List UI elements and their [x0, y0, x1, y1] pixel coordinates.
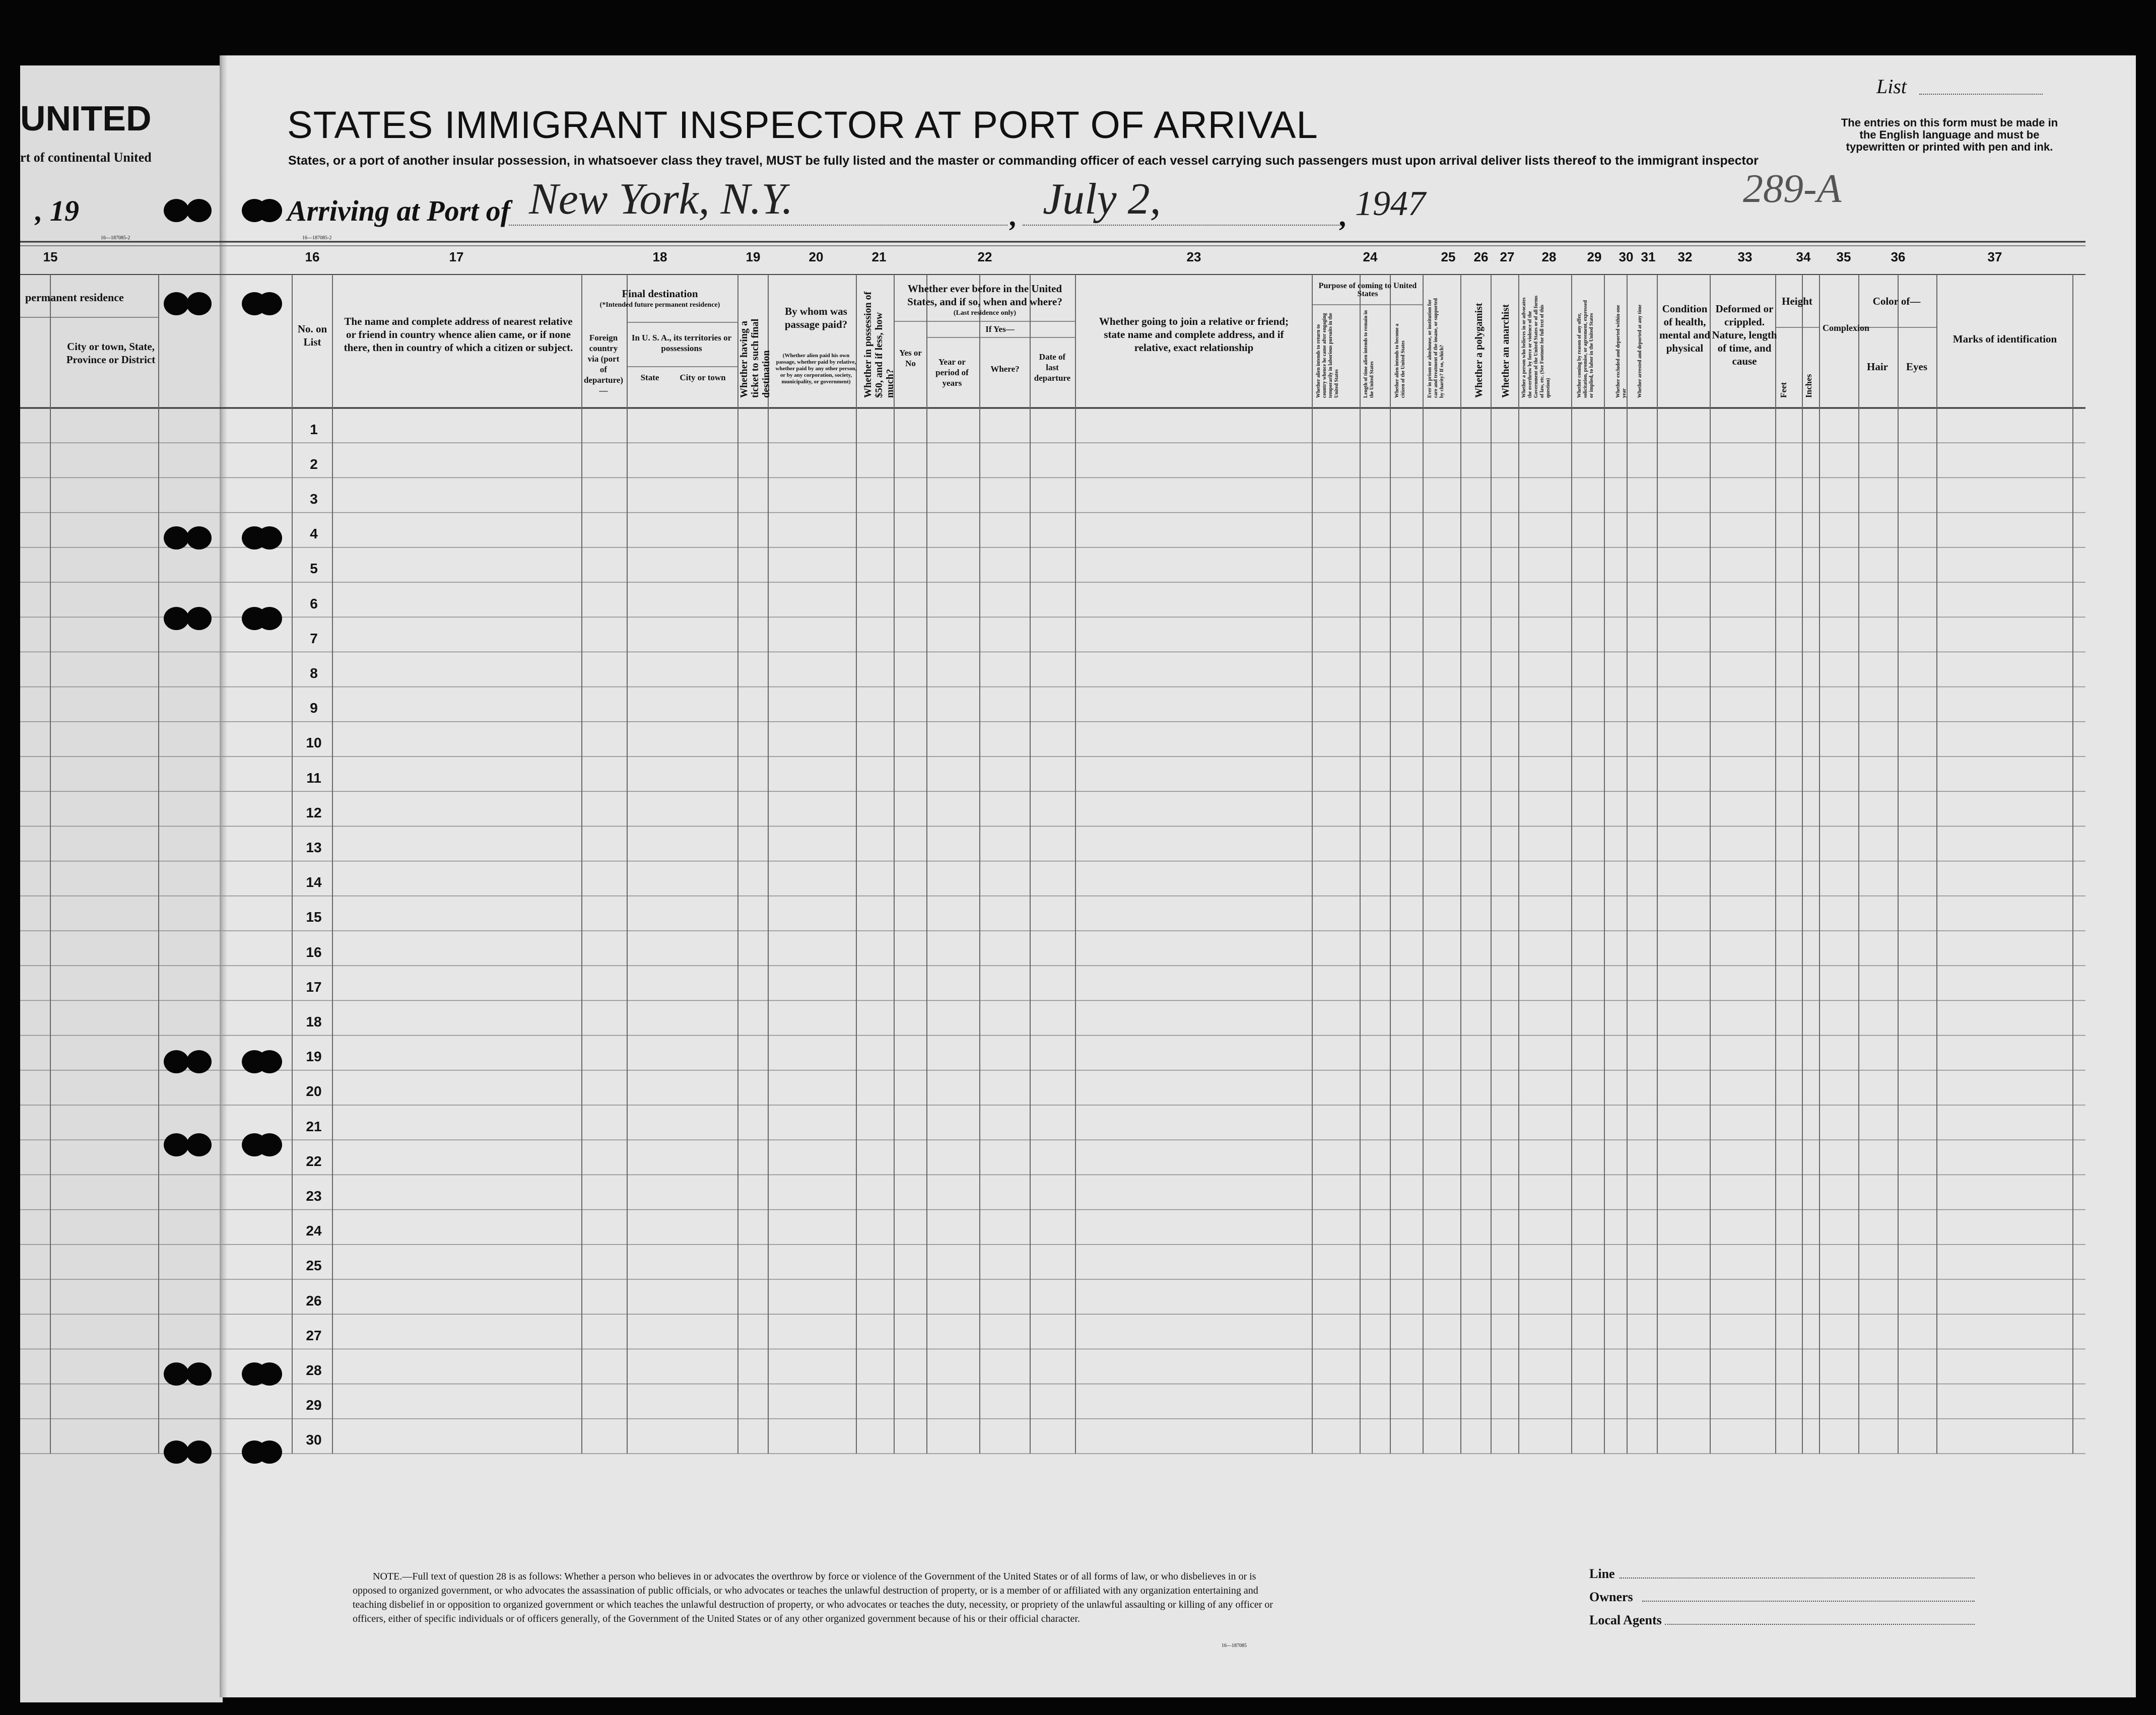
- line-label: Line: [1589, 1566, 1615, 1581]
- footnote-question-28: NOTE.—Full text of question 28 is as follows: Whether a person who believes in or advocates the overthrow by force or violence of the Government of the United States or of all forms of law, or who disbelieves in or is opposed to organized government, or who advocates the assassination of public officials, or who advocates or teaches the unlawful destruction of property, or is a member of or affiliated with any organization entertaining and teaching disbelief in or opposition to organized government or which teaches the unlawful destruction of property, or who advocates or teaches the duty, necessity, or propriety of the unlawful assaulting or killing of any officer or officers, either of specific individuals or of officers generally, of the Government of the United States or of any other organized government because of his or their official character.: [353, 1571, 1273, 1624]
- column-15-title: permanent residence: [25, 291, 124, 304]
- punch-hole: [164, 292, 189, 315]
- punch-hole: [164, 1362, 189, 1386]
- row-number: 20: [306, 1083, 322, 1100]
- row-number: 6: [310, 595, 318, 611]
- column-22-label: Whether ever before in the United States, and if so, when and where?: [907, 283, 1062, 308]
- punch-hole: [186, 1050, 212, 1073]
- column-18-state: State: [640, 373, 659, 382]
- column-number-35: 35: [1836, 249, 1851, 264]
- line-field: [1620, 1577, 1975, 1579]
- column-36-label: Color of—: [1872, 295, 1921, 307]
- row-number: 7: [310, 630, 318, 646]
- row-number: 17: [306, 979, 322, 995]
- column-36-eyes: Eyes: [1906, 361, 1927, 373]
- row-number: 18: [306, 1014, 322, 1030]
- row-number: 27: [306, 1327, 322, 1343]
- column-number-20: 20: [809, 249, 824, 264]
- punch-hole: [257, 292, 282, 315]
- punch-hole: [164, 1133, 189, 1156]
- column-22-note: (Last residence only): [953, 309, 1017, 317]
- column-22-where: Where?: [990, 364, 1020, 374]
- punch-hole: [164, 607, 189, 630]
- column-21-label: Whether in possession of $50, and if less, how much?: [862, 291, 896, 398]
- column-27-label: Whether an anarchist: [1500, 304, 1511, 398]
- column-29-label: Whether coming by reason of any offer, solicitation, promise, or agreement, expressed or implied, to labor in the United States: [1577, 300, 1594, 398]
- column-26-label: Whether a polygamist: [1473, 303, 1485, 398]
- form-subtitle: States, or a port of another insular possession, in whatsoever class they travel, MUST be fully listed and the master or commanding officer of each vessel carrying such passengers must upon arrival deliver lists thereof to the immigrant inspector: [288, 154, 1759, 168]
- column-34-feet: Feet: [1779, 382, 1788, 398]
- punch-hole: [186, 1440, 212, 1464]
- column-22-yesno: Yes or No: [899, 348, 922, 368]
- left-date-fragment: , 19: [35, 194, 79, 227]
- column-30-label: Whether excluded and deported within one year: [1615, 305, 1627, 398]
- comma-1: ,: [1010, 199, 1018, 232]
- column-number-23: 23: [1186, 249, 1201, 264]
- row-number: 14: [306, 874, 322, 890]
- column-number-19: 19: [746, 249, 761, 264]
- column-number-17: 17: [449, 249, 464, 264]
- column-number-24: 24: [1363, 249, 1378, 264]
- list-label: List: [1876, 75, 1907, 98]
- punch-hole: [186, 199, 212, 222]
- row-number: 16: [306, 944, 322, 960]
- year-handwritten: 1947: [1355, 184, 1426, 223]
- punch-hole: [257, 199, 282, 222]
- column-20-label: By whom was passage paid?: [784, 305, 848, 330]
- column-18-foreign: Foreign country via (port of departure)—: [583, 333, 624, 395]
- row-number: 29: [306, 1397, 322, 1413]
- column-18-city: City or town: [680, 373, 726, 382]
- port-handwritten: New York, N.Y.: [529, 175, 793, 224]
- port-line: [509, 225, 1007, 226]
- owners-field: [1642, 1601, 1975, 1602]
- row-number: 28: [306, 1362, 322, 1378]
- column-35-label: Complexion: [1823, 323, 1870, 333]
- comma-2: ,: [1340, 199, 1348, 232]
- local-agents-field: [1665, 1624, 1975, 1625]
- row-number: 30: [306, 1432, 322, 1448]
- column-34-label: Height: [1782, 295, 1812, 307]
- column-number-34: 34: [1796, 249, 1811, 264]
- column-number-32: 32: [1677, 249, 1693, 264]
- column-22-period: Year or period of years: [935, 357, 969, 388]
- column-number-25: 25: [1441, 249, 1456, 264]
- row-number: 22: [306, 1153, 322, 1169]
- column-22-ifyes: If Yes—: [985, 324, 1015, 334]
- punch-hole: [164, 1440, 189, 1464]
- left-header-fragment: UNITED: [20, 99, 152, 138]
- row-number: 11: [306, 770, 321, 786]
- column-37-label: Marks of identification: [1952, 333, 2057, 345]
- column-32-label: Condition of health, mental and physical: [1659, 303, 1710, 354]
- column-number-21: 21: [871, 249, 887, 264]
- column-18-label: Final destination: [622, 288, 698, 300]
- column-number-15: 15: [43, 249, 58, 264]
- column-18-usa: In U. S. A., its territories or possessions: [631, 333, 732, 353]
- column-19-label: Whether having a ticket to such final destination: [738, 318, 772, 398]
- punch-hole: [257, 1050, 282, 1073]
- row-number: 19: [306, 1049, 322, 1065]
- column-number-22: 22: [977, 249, 992, 264]
- form-code: 16—187085-2: [302, 235, 332, 241]
- punch-hole: [257, 526, 282, 550]
- punch-hole: [257, 607, 282, 630]
- column-36-hair: Hair: [1867, 361, 1888, 373]
- column-number-33: 33: [1737, 249, 1753, 264]
- row-number: 1: [310, 421, 318, 437]
- column-22-date: Date of last departure: [1034, 352, 1071, 383]
- column-20-note: (Whether alien paid his own passage, whether paid by relative, whether paid by any other person, or by any corporation, society, municipality, or government): [775, 353, 857, 385]
- row-number: 4: [310, 526, 318, 542]
- row-number: 10: [306, 735, 322, 751]
- column-number-27: 27: [1500, 249, 1515, 264]
- punch-hole: [164, 526, 189, 550]
- column-number-26: 26: [1473, 249, 1489, 264]
- list-number-line: [1919, 94, 2043, 95]
- column-number-36: 36: [1891, 249, 1906, 264]
- left-form-code: 16—187085-2: [101, 235, 130, 241]
- row-number: 25: [306, 1258, 322, 1274]
- punch-hole: [186, 1133, 212, 1156]
- punch-hole: [257, 1440, 282, 1464]
- row-number: 5: [310, 561, 318, 577]
- column-number-37: 37: [1987, 249, 2002, 264]
- row-number: 15: [306, 909, 322, 925]
- column-34-inches: Inches: [1804, 374, 1813, 398]
- row-number: 24: [306, 1223, 322, 1239]
- row-number: 9: [310, 700, 318, 716]
- column-number-28: 28: [1541, 249, 1557, 264]
- punch-hole: [164, 1050, 189, 1073]
- footer-form-code: 16—187085: [1222, 1643, 1247, 1649]
- row-number: 12: [306, 804, 322, 820]
- column-24-v1: Whether alien intends to return to country whence he came after engaging temporarily in laborious pursuits in the United States: [1316, 313, 1339, 398]
- left-subheader-fragment: rt of continental United: [20, 150, 152, 165]
- column-31-label: Whether arrested and deported at any time: [1637, 304, 1643, 398]
- punch-hole: [186, 607, 212, 630]
- column-24-label: Purpose of coming to United States: [1318, 282, 1417, 298]
- row-number: 8: [310, 665, 318, 681]
- row-number: 23: [306, 1188, 322, 1204]
- row-number: 21: [306, 1118, 322, 1134]
- column-15-subtitle: City or town, State, Province or District: [66, 340, 156, 366]
- row-number: 2: [310, 456, 318, 472]
- row-number: 3: [310, 491, 318, 507]
- column-16-label: No. on List: [297, 323, 327, 348]
- local-agents-label: Local Agents: [1589, 1613, 1662, 1627]
- column-number-31: 31: [1641, 249, 1656, 264]
- form-instructions: The entries on this form must be made in the English language and must be typewritten or printed with pen and ink.: [1841, 116, 2058, 153]
- punch-hole: [186, 1362, 212, 1386]
- column-number-16: 16: [305, 249, 320, 264]
- column-28-label: Whether a person who believes in or advocates the overthrow by force or violence of the Government of the United States or of all forms of law, etc. (See Footnote for full text of this question): [1521, 295, 1551, 398]
- row-number: 26: [306, 1292, 322, 1309]
- punch-hole: [257, 1362, 282, 1386]
- column-25-label: Ever in prison or almshouse, or institution for care and treatment of the insane, or supported by charity? If so, which?: [1427, 298, 1445, 398]
- column-number-29: 29: [1587, 249, 1602, 264]
- punch-hole: [257, 1133, 282, 1156]
- column-17-label: The name and complete address of nearest relative or friend in country whence alien came, or if none there, then in country of which a citizen or subject.: [344, 315, 573, 354]
- owners-label: Owners: [1589, 1590, 1633, 1604]
- column-18-note: (*Intended future permanent residence): [599, 301, 720, 309]
- punch-hole: [186, 292, 212, 315]
- column-24-v2: Length of time alien intends to remain in the United States: [1363, 310, 1375, 398]
- column-number-30: 30: [1619, 249, 1634, 264]
- column-33-label: Deformed or crippled. Nature, length of time, and cause: [1712, 303, 1777, 367]
- column-23-label: Whether going to join a relative or friend; state name and complete address, and if relative, exact relationship: [1099, 315, 1289, 354]
- list-number-handwritten: 289-A: [1743, 167, 1842, 211]
- form-title: STATES IMMIGRANT INSPECTOR AT PORT OF ARRIVAL: [287, 104, 1318, 147]
- date-handwritten: July 2,: [1043, 175, 1161, 224]
- row-number: 13: [306, 840, 322, 855]
- arriving-label: Arriving at Port of: [287, 194, 511, 227]
- column-24-v3: Whether alien intends to become a citizen of the United States: [1394, 323, 1406, 398]
- column-number-18: 18: [652, 249, 667, 264]
- punch-hole: [186, 526, 212, 550]
- punch-hole: [164, 199, 189, 222]
- date-line: [1023, 225, 1345, 226]
